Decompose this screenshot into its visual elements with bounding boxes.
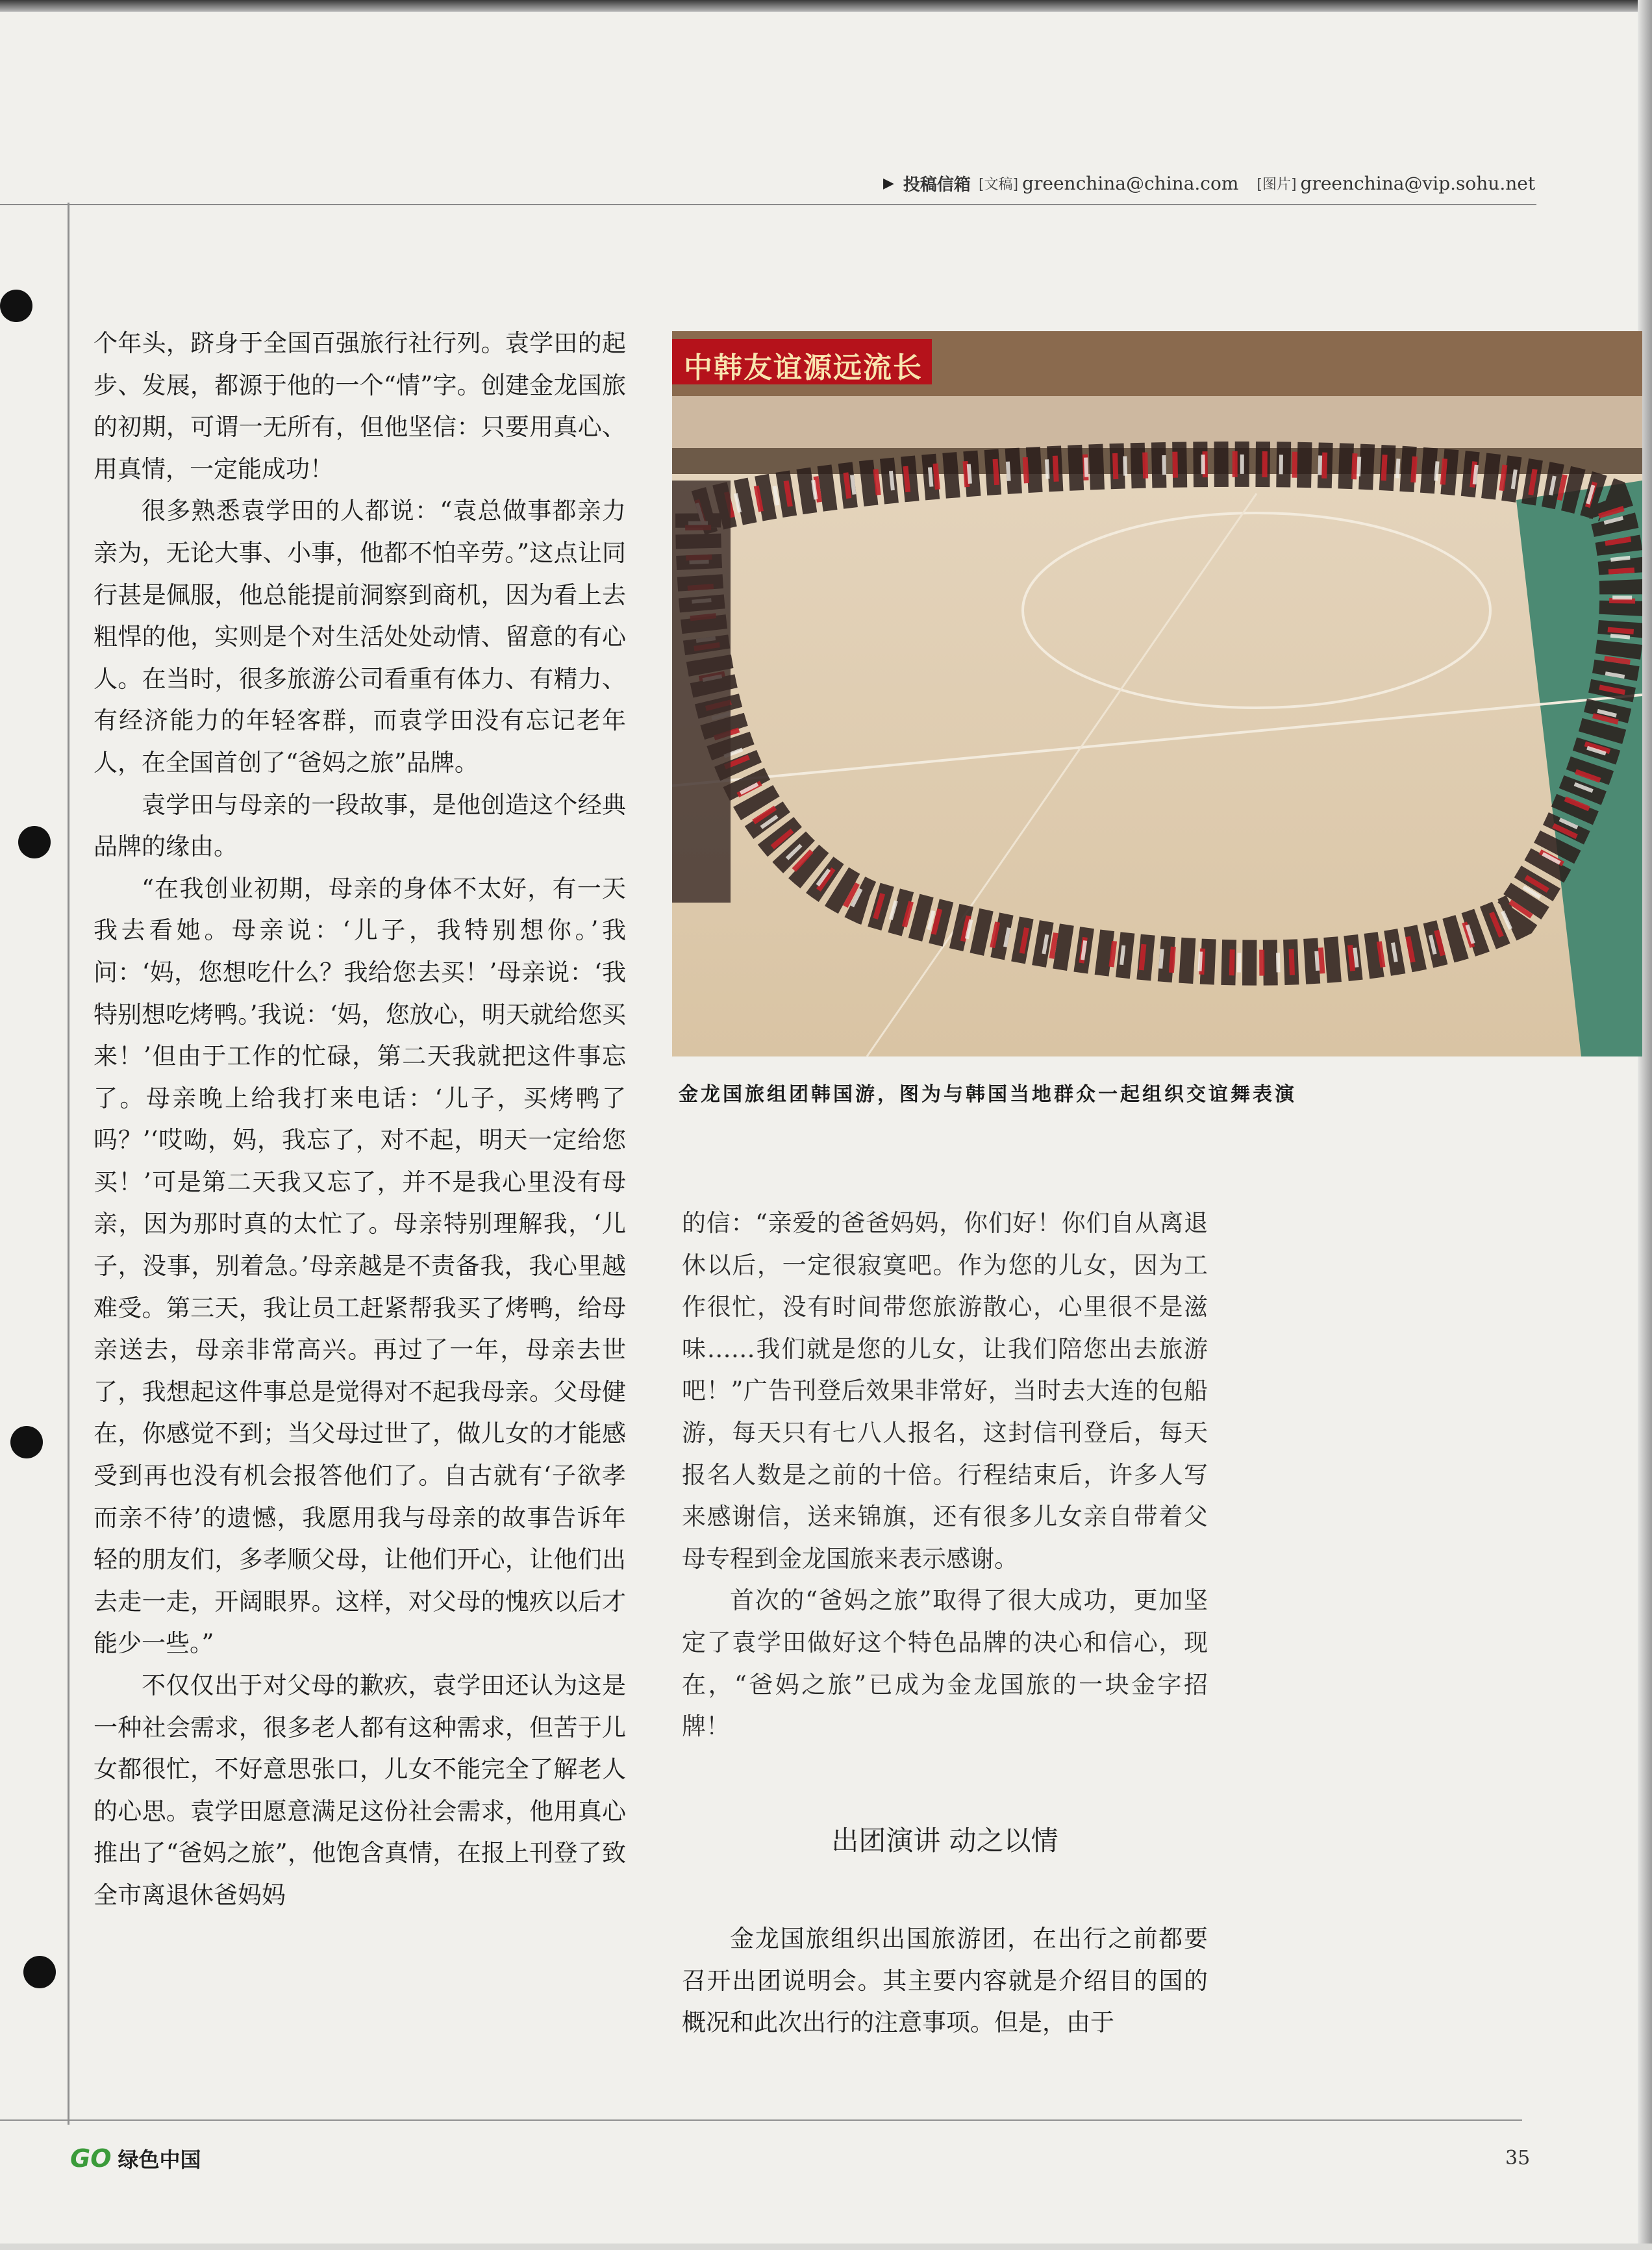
binder-hole xyxy=(0,290,32,322)
paragraph: 很多熟悉袁学田的人都说：“袁总做事都亲力亲为，无论大事、小事，他都不怕辛劳。”这点让同行甚是佩服，他总能提前洞察到商机，因为看上去粗悍的他，实则是个对生活处处动情、留意的有心人。在当时，很多旅游公司看重有体力、有精力、有经济能力的年轻客群，而袁学田没有忘记老年人，在全国首创了“爸妈之旅”品牌。 xyxy=(94,497,626,777)
binder-hole xyxy=(18,826,51,858)
paragraph: 袁学田与母亲的一段故事，是他创造这个经典品牌的缘由。 xyxy=(94,790,626,861)
photo-banner-text: 中韩友谊源远流长 xyxy=(684,351,923,384)
header-rule xyxy=(0,204,1536,205)
dance-photo xyxy=(672,331,1642,1056)
photo-tag: [图片] xyxy=(1257,176,1297,193)
page-edge-bottom xyxy=(0,2244,1652,2250)
photo-caption: 金龙国旅组团韩国游，图为与韩国当地群众一起组织交谊舞表演 xyxy=(679,1083,1297,1106)
section-subheading: 出团演讲 动之以情 xyxy=(831,1825,1058,1856)
footer-rule xyxy=(0,2119,1522,2121)
paragraph: 金龙国旅组织出国旅游团，在出行之前都要召开出团说明会。其主要内容就是介绍目的国的概况和此次出行的注意事项。但是，由于 xyxy=(682,1925,1208,2037)
text-tag: [文稿] xyxy=(978,176,1019,193)
magazine-logo xyxy=(70,2144,201,2173)
go-logo-icon: GO xyxy=(70,2144,112,2173)
paragraph: 的信：“亲爱的爸爸妈妈，你们好！你们自从离退休以后，一定很寂寞吧。作为您的儿女，因为工作很忙，没有时间带您旅游散心，心里很不是滋味……我们就是您的儿女，让我们陪您出去旅游吧！”广告刊登后效果非常好，当时去大连的包船游，每天只有七八人报名，这封信刊登后，每天报名人数是之前的十倍。行程结束后，许多人写来感谢信，送来锦旗，还有很多儿女亲自带着父母专程到金龙国旅来表示感谢。 xyxy=(682,1209,1208,1573)
magazine-name: 绿色中国 xyxy=(118,2147,201,2172)
text-email: greenchina@china.com xyxy=(1022,172,1239,194)
right-text-column xyxy=(682,1203,1208,1748)
triangle-arrow-icon: ▶ xyxy=(883,175,894,192)
paragraph: 不仅仅出于对父母的歉疚，袁学田还认为这是一种社会需求，很多老人都有这种需求，但苦于儿女都很忙，不好意思张口，儿女不能完全了解老人的心思。袁学田愿意满足这份社会需求，他用真心推出了“爸妈之旅”，他饱含真情，在报上刊登了致全市离退休爸妈妈 xyxy=(94,1671,626,1909)
paragraph: 首次的“爸妈之旅”取得了很大成功，更加坚定了袁学田做好这个特色品牌的决心和信心，现在，“爸妈之旅”已成为金龙国旅的一块金字招牌！ xyxy=(682,1586,1208,1741)
right-text-column-lower xyxy=(682,1918,1208,2044)
binder-hole xyxy=(23,1956,56,1988)
submission-header xyxy=(883,170,1539,196)
submission-label: 投稿信箱 xyxy=(903,175,971,195)
paragraph: “在我创业初期，母亲的身体不太好，有一天我去看她。母亲说：‘儿子，我特别想你。’我问：‘妈，您想吃什么？我给您去买！’母亲说：‘我特别想吃烤鸭。’我说：‘妈，您放心，明天就给您买来！’但由于工作的忙碌，第二天我就把这件事忘了。母亲晚上给我打来电话：‘儿子，买烤鸭了吗？’‘哎呦，妈，我忘了，对不起，明天一定给您买！’可是第二天我又忘了，并不是我心里没有母亲，因为那时真的太忙了。母亲特别理解我，‘儿子，没事，别着急。’母亲越是不责备我，我心里越难受。第三天，我让员工赶紧帮我买了烤鸭，给母亲送去，母亲非常高兴。再过了一年，母亲去世了，我想起这件事总是觉得对不起我母亲。父母健在，你感觉不到；当父母过世了，做儿女的才能感受到再也没有机会报答他们了。自古就有‘子欲孝而亲不待’的遗憾，我愿用我与母亲的故事告诉年轻的朋友们，多孝顺父母，让他们开心，让他们出去走一走，开阔眼界。这样，对父母的愧疚以后才能少一些。” xyxy=(94,874,626,1658)
left-text-column xyxy=(94,323,626,1917)
photo-email: greenchina@vip.sohu.net xyxy=(1300,172,1536,194)
page-edge-top xyxy=(0,0,1652,12)
paragraph: 个年头，跻身于全国百强旅行社行列。袁学田的起步、发展，都源于他的一个“情”字。创建金龙国旅的初期，可谓一无所有，但他坚信：只要用真心、用真情，一定能成功！ xyxy=(94,329,626,483)
left-margin-rule xyxy=(68,203,69,2125)
binder-hole xyxy=(10,1426,43,1458)
page-number: 35 xyxy=(1505,2147,1531,2169)
